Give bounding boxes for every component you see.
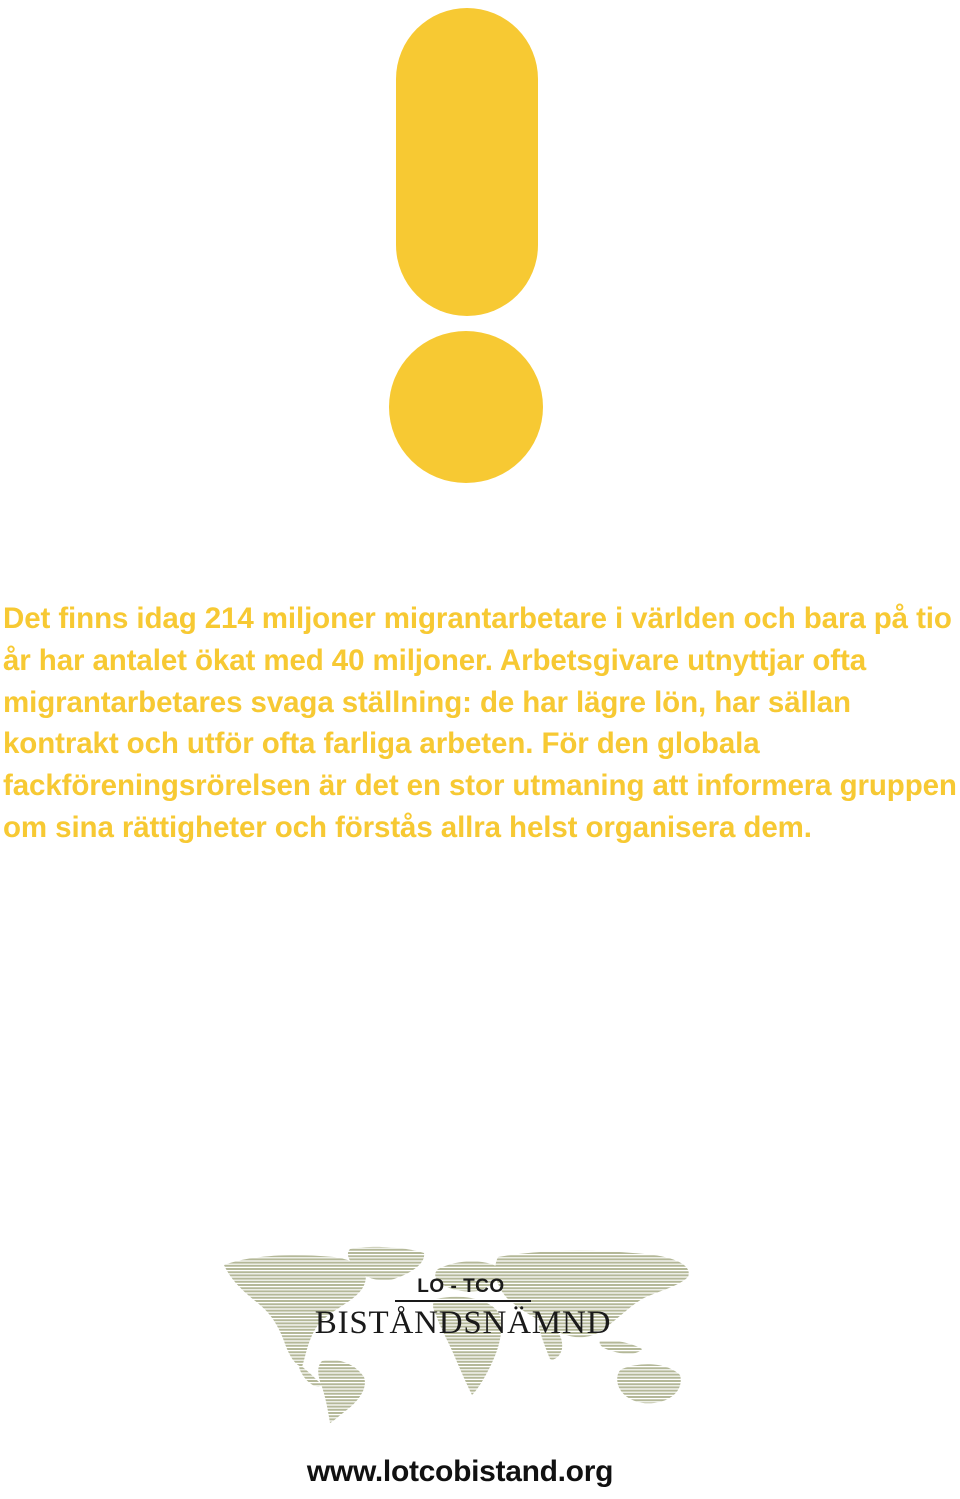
exclamation-bar (396, 8, 538, 316)
exclamation-mark-icon (0, 0, 960, 500)
logo-top-line: LO - TCO (417, 1276, 505, 1297)
lo-tco-logo (222, 1243, 692, 1423)
website-url: www.lotcobistand.org (306, 1455, 614, 1488)
body-paragraph: Det finns idag 214 miljoner migrantarbetare i världen och bara på tio år har antalet ökat med 40 miljoner. Arbetsgivare utnyttjar ofta migrantarbetares svaga ställning: de har lägre lön, har sällan kontrakt och utför ofta farliga arbeten. För den globala fackföreningsrörelsen är det en stor utmaning att informera gruppen om sina rättigheter och förstås allra helst organisera dem. (3, 602, 957, 844)
exclamation-dot (389, 331, 543, 483)
logo-divider (395, 1300, 531, 1302)
logo-name: BISTÅNDSNÄMND (314, 1305, 612, 1341)
